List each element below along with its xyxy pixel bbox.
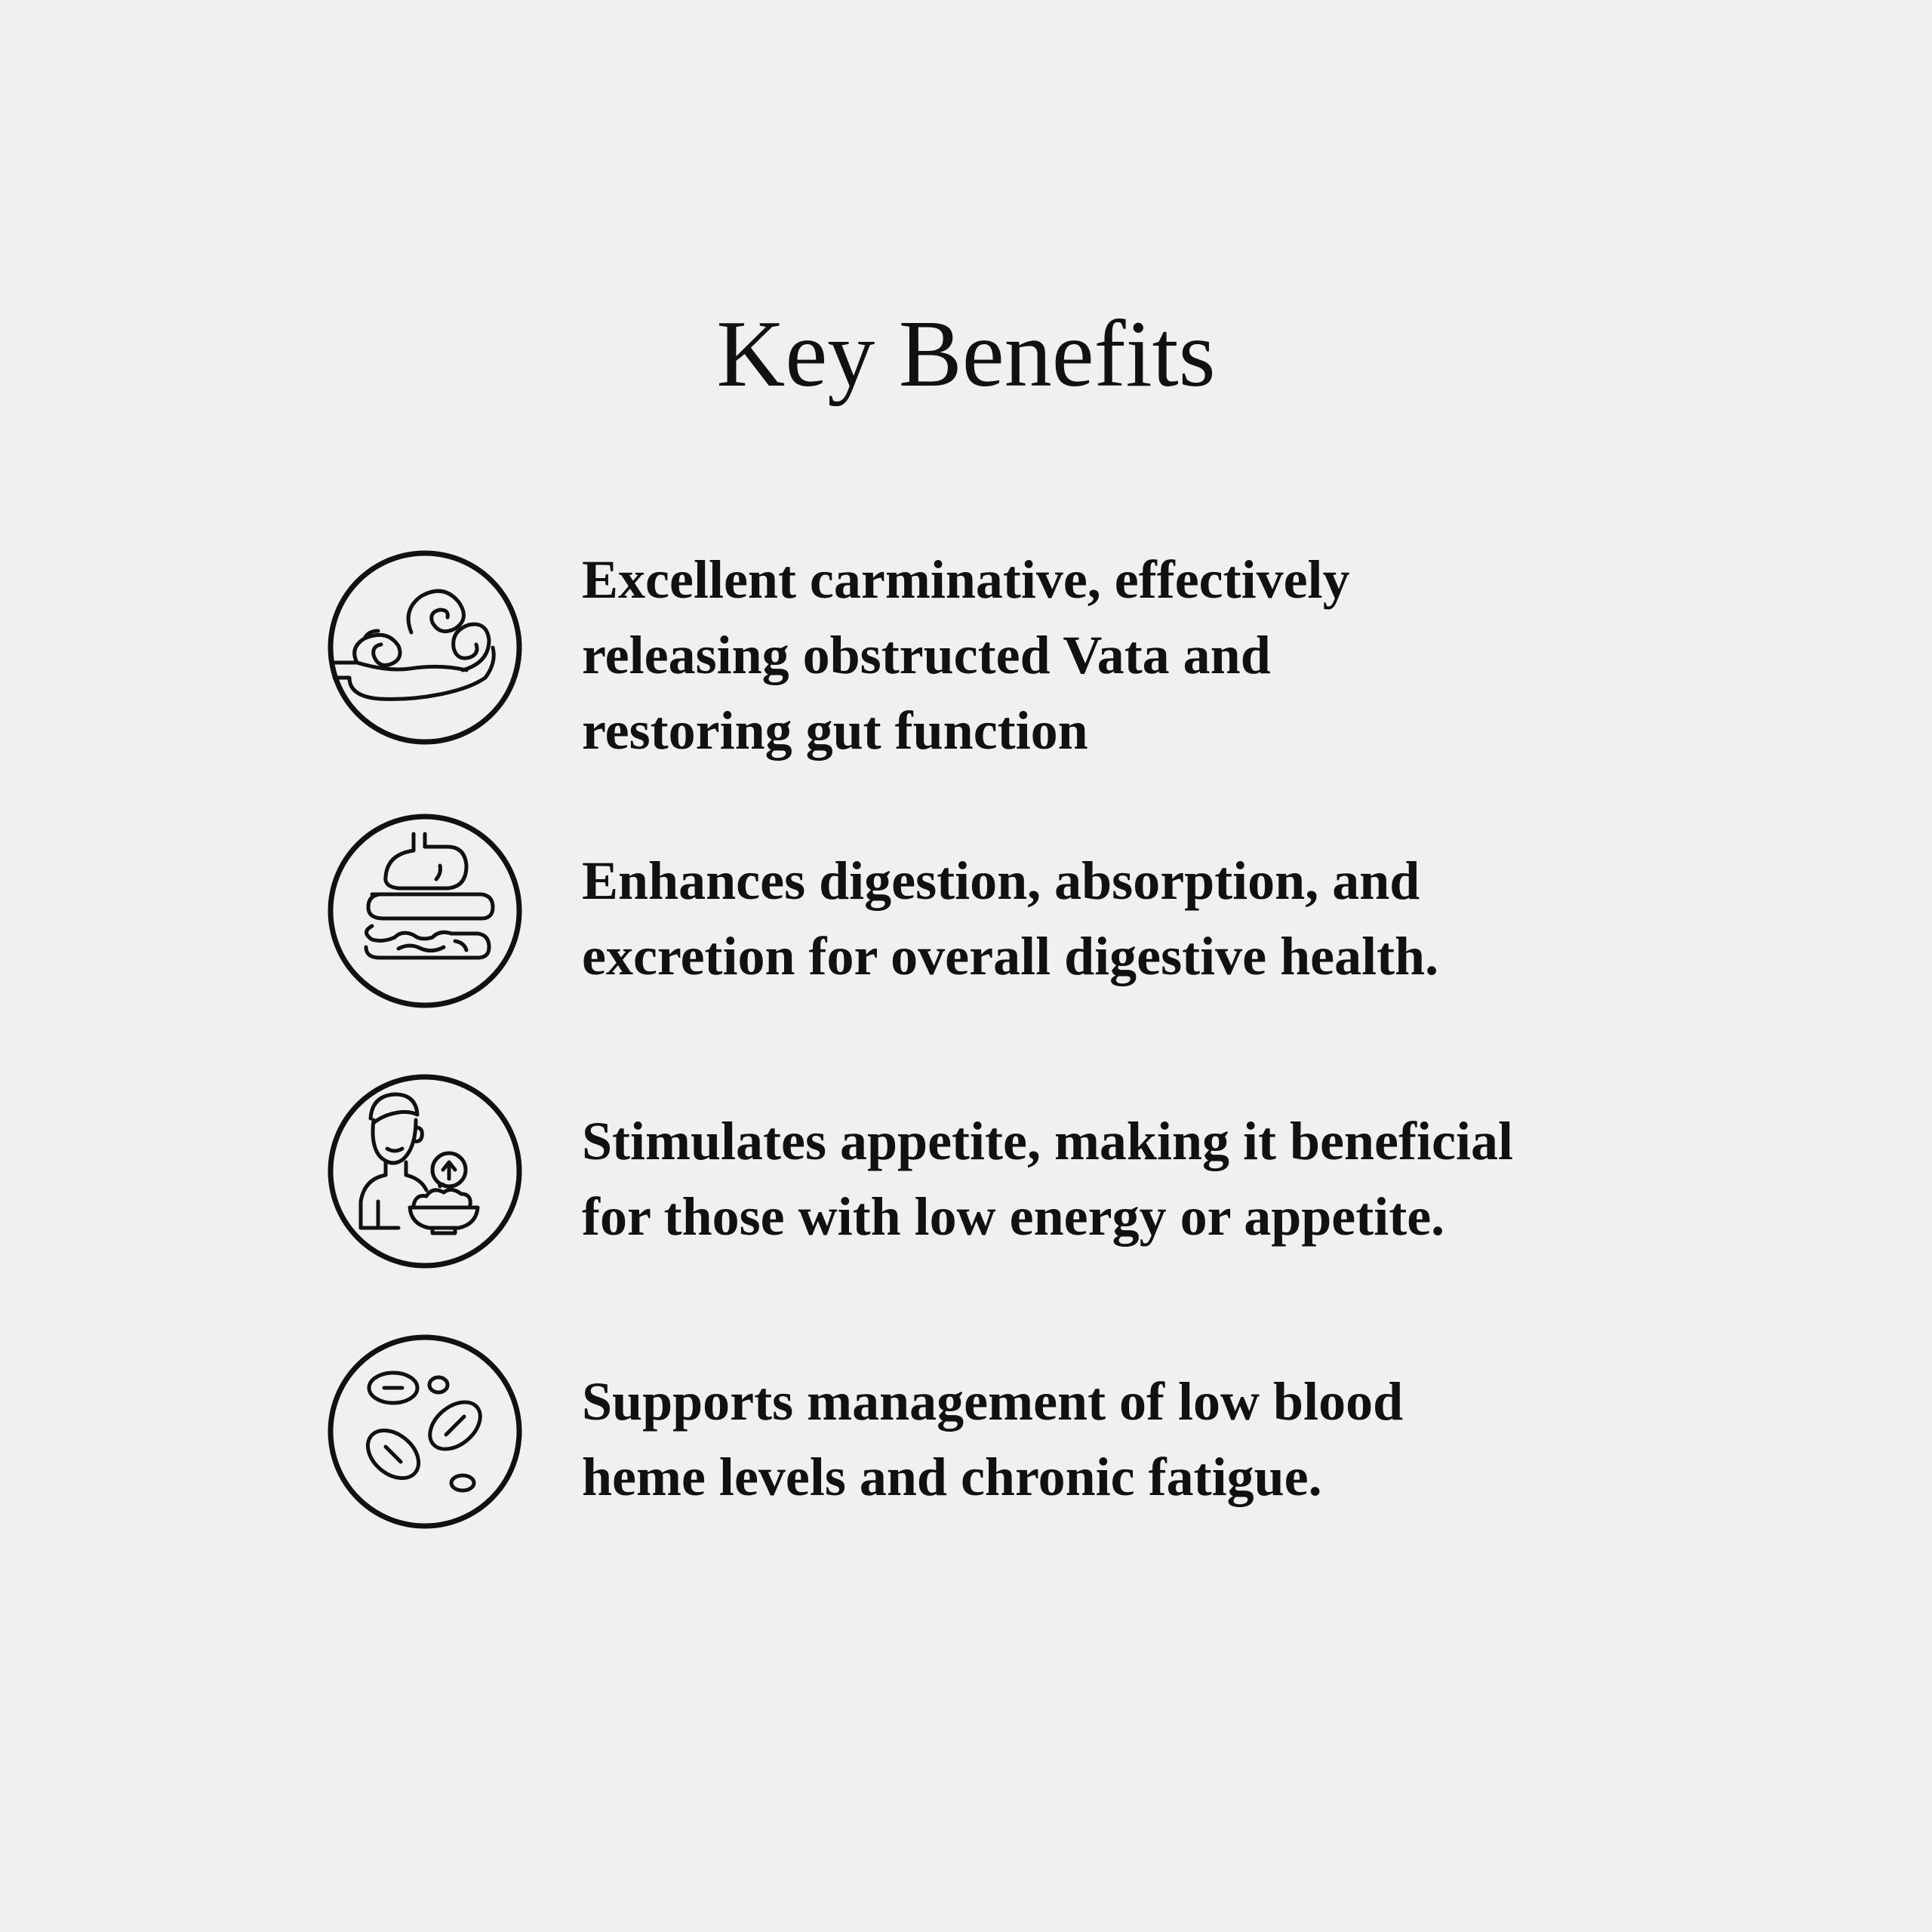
benefit-item: [327, 1334, 1610, 1530]
blood-cells-icon: [327, 1334, 523, 1530]
benefit-text: Enhances digestion, absorption, and excretion for overall digestive health.: [582, 851, 1439, 986]
wind-swirl-icon: [327, 549, 523, 746]
benefit-item: [327, 549, 1610, 761]
page-title: Key Benefits: [716, 302, 1216, 407]
benefit-item: [327, 1073, 1610, 1269]
benefit-text: Excellent carminative, effectively releasing obstructed Vata and restoring gut function: [582, 549, 1350, 761]
benefit-item: [327, 813, 1610, 1009]
benefit-text: Supports management of low blood heme levels and chronic fatigue.: [582, 1371, 1404, 1507]
appetite-person-icon: [327, 1073, 523, 1269]
digestive-system-icon: [327, 813, 523, 1009]
benefit-text: Stimulates appetite, making it beneficial for those with low energy or appetite.: [582, 1111, 1513, 1247]
